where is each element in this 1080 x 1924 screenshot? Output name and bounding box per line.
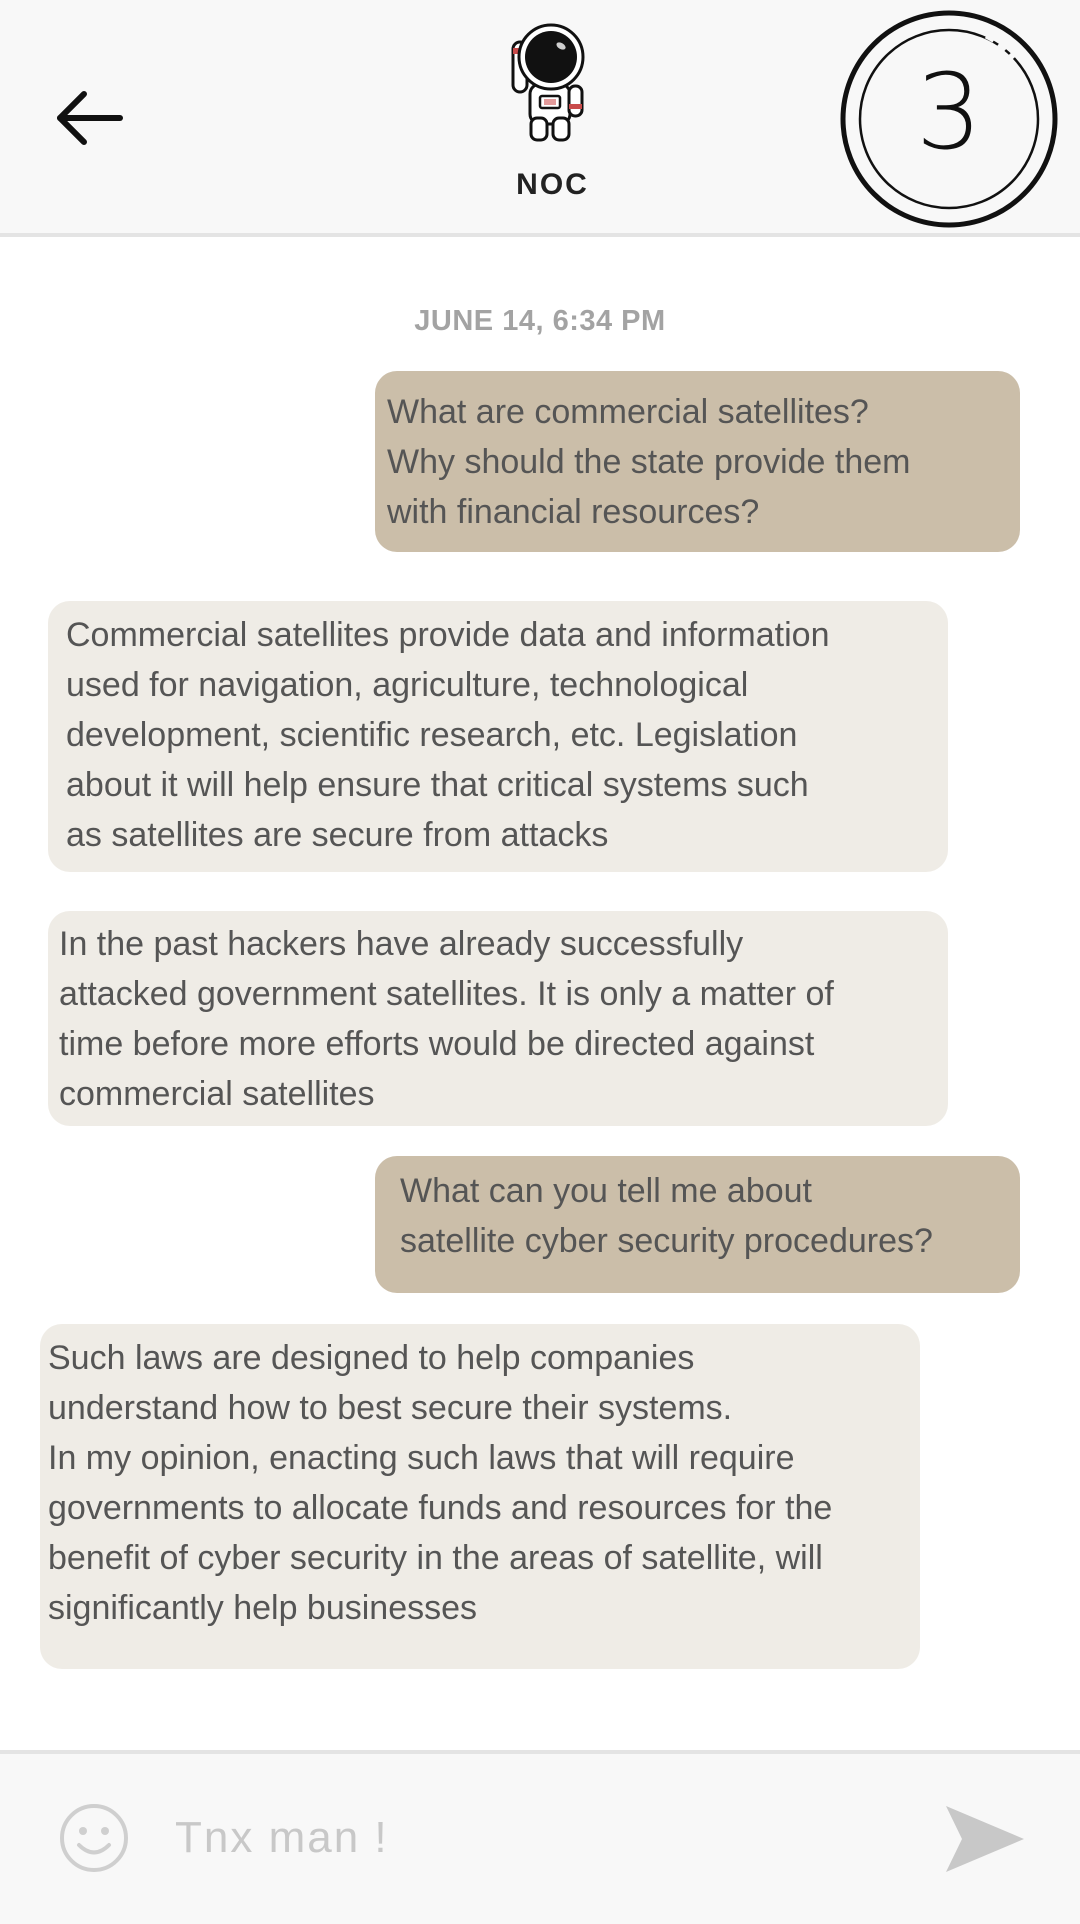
counter-value: 3	[915, 51, 983, 173]
chat-header	[0, 0, 1080, 237]
outgoing-message[interactable]: What are commercial satellites? Why should the state provide them with financial resources?	[375, 371, 1020, 552]
contact-name: NOC	[516, 168, 589, 201]
smiley-icon	[58, 1802, 130, 1874]
outgoing-message[interactable]: What can you tell me about satellite cyber security procedures?	[375, 1156, 1020, 1293]
send-button[interactable]	[944, 1804, 1026, 1874]
message-input[interactable]	[160, 1796, 930, 1880]
send-icon	[944, 1804, 1026, 1874]
astronaut-icon	[505, 12, 595, 142]
counter-badge[interactable]	[838, 8, 1060, 230]
contact-avatar[interactable]	[505, 12, 595, 142]
message-timestamp: JUNE 14, 6:34 PM	[414, 305, 666, 337]
back-button[interactable]	[52, 88, 126, 148]
incoming-message[interactable]: Such laws are designed to help companies understand how to best secure their systems. In my opinion, enacting such laws that will require governments to allocate funds and resources for the benefit of cyber security in the areas of satellite, will significantly help businesses	[40, 1324, 920, 1669]
incoming-message[interactable]: Commercial satellites provide data and information used for navigation, agriculture, technological development, scientific research, etc. Legislation about it will help ensure that critical systems such as satellites are secure from attacks	[48, 601, 948, 872]
incoming-message[interactable]: In the past hackers have already successfully attacked government satellites. It is only a matter of time before more efforts would be directed against commercial satellites	[48, 911, 948, 1126]
message-composer	[0, 1750, 1080, 1924]
emoji-button[interactable]	[58, 1802, 130, 1874]
arrow-left-icon	[52, 88, 126, 148]
